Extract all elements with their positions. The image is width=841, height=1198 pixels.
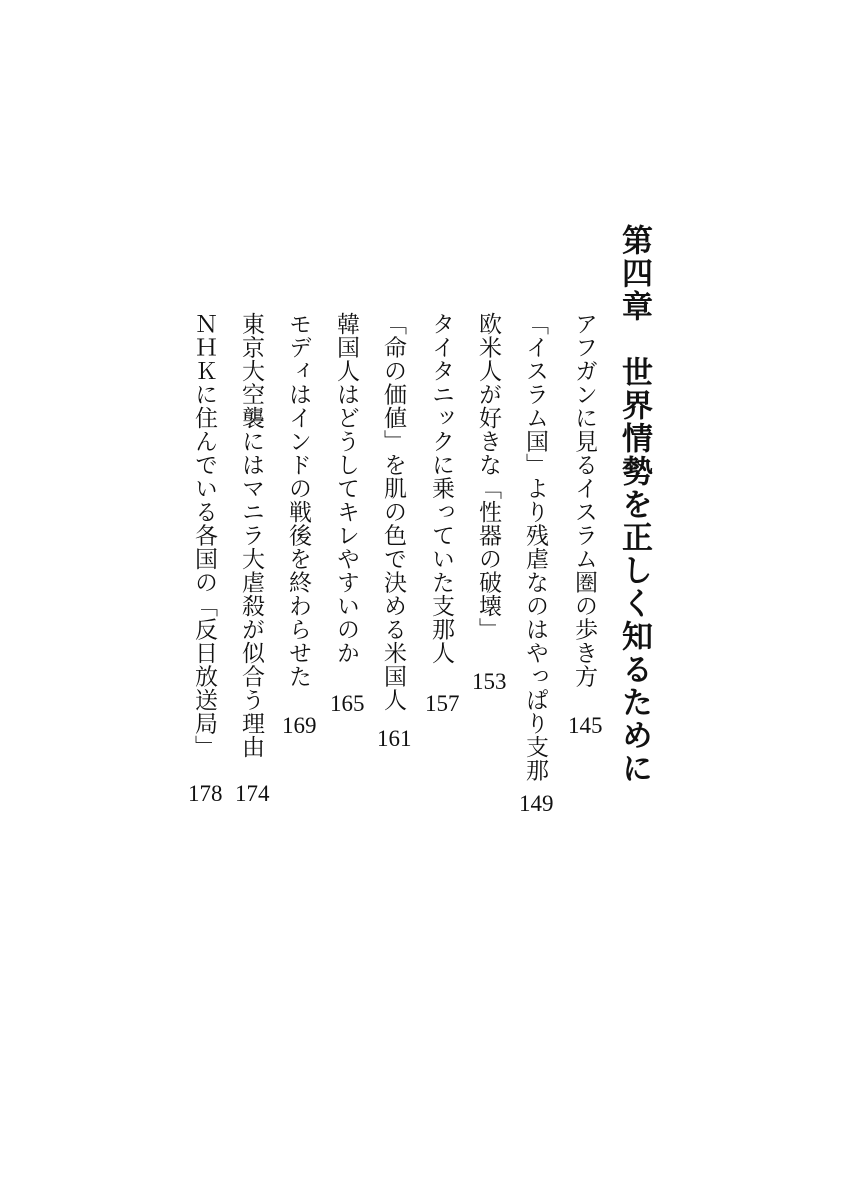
toc-entry-title: タイタニックに乗っていた支那人 (428, 312, 454, 665)
toc-entry-page: 161 (377, 726, 412, 751)
toc-entry-page: 153 (472, 669, 507, 694)
toc-entry-title: ＮＨＫに住んでいる各国の「反日放送局」 (191, 312, 217, 759)
toc-entry-page: 157 (425, 691, 460, 716)
toc-entry-title: モディはインドの戦後を終わらせた (285, 312, 311, 688)
toc-entry-page: 145 (568, 713, 603, 738)
toc-entry-title: アフガンに見るイスラム圏の歩き方 (571, 312, 597, 688)
toc-entry-title: 「命の価値」を肌の色で決める米国人 (380, 312, 406, 712)
toc-entry-title: 東京大空襲にはマニラ大虐殺が似合う理由 (238, 312, 264, 759)
toc-entry-title: 「イスラム国」より残虐なのはやっぱり支那 (522, 312, 548, 782)
toc-entry-title: 韓国人はどうしてキレやすいのか (333, 312, 359, 665)
chapter-heading: 第四章 世界情勢を正しく知るために (616, 224, 652, 785)
toc-entry-page: 174 (235, 781, 270, 806)
toc-entry-page: 178 (188, 781, 223, 806)
toc-entry-page: 149 (519, 791, 554, 816)
toc-entry-page: 169 (282, 713, 317, 738)
toc-entry-title: 欧米人が好きな「性器の破壊」 (475, 312, 501, 641)
toc-entry-page: 165 (330, 691, 365, 716)
